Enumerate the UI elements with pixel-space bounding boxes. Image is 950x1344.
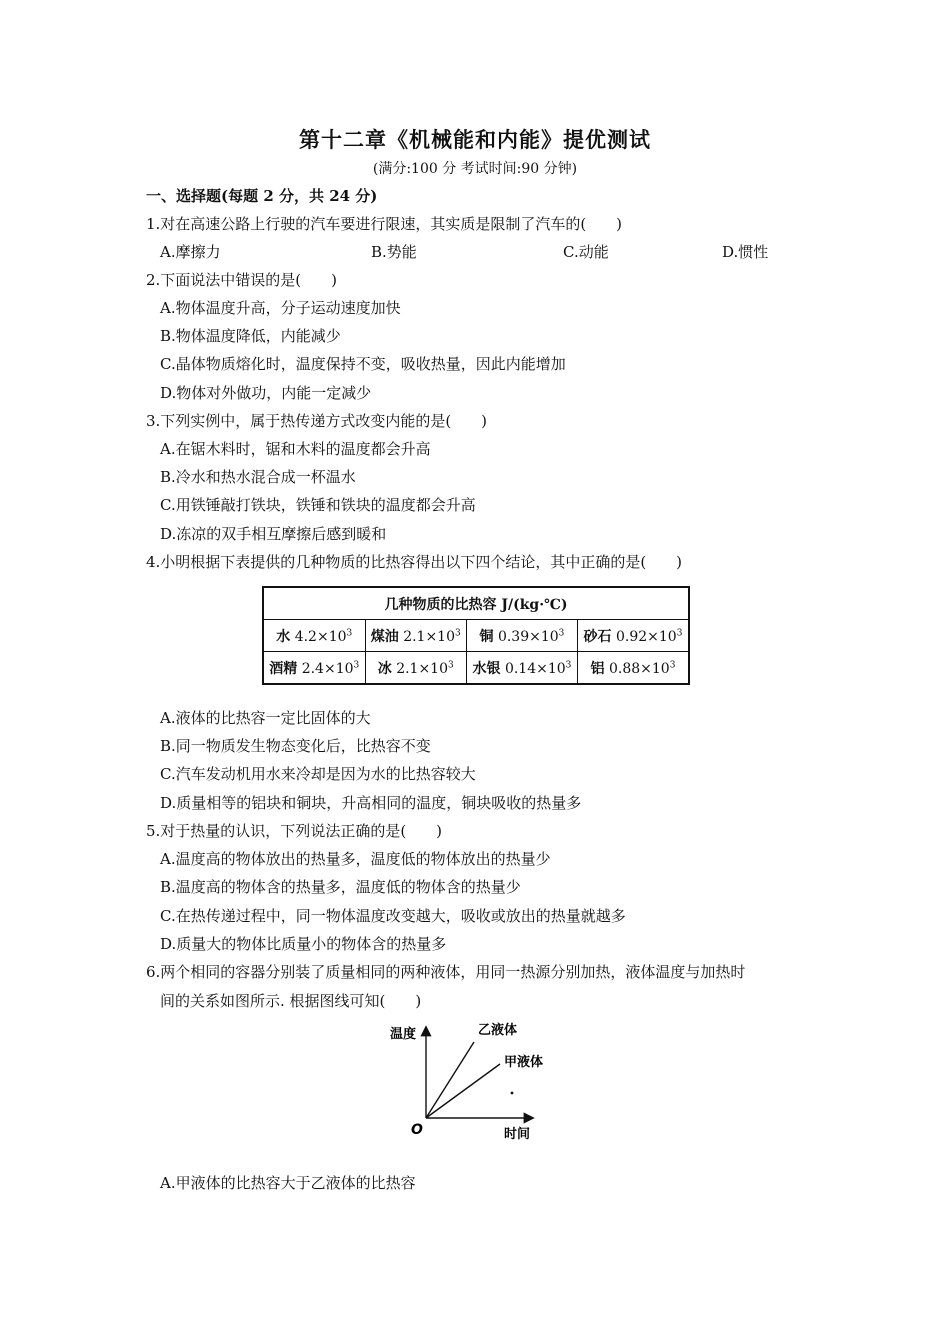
table-cell: 铜 $0.39\times 10^3$ bbox=[466, 620, 577, 652]
question-6-option-a: A.甲液体的比热容大于乙液体的比热容 bbox=[160, 1174, 416, 1192]
y-axis-label: 温度 bbox=[390, 1027, 417, 1042]
line-liquid-jia bbox=[426, 1064, 500, 1118]
question-6-stem-line2: 间的关系如图所示. 根据图线可知( ) bbox=[160, 992, 422, 1010]
question-5-stem: 5.对于热量的认识，下列说法正确的是( ) bbox=[146, 822, 443, 840]
table-cell: 铝 $0.88\times 10^3$ bbox=[577, 652, 689, 685]
question-1-option-c: C.动能 bbox=[563, 243, 609, 261]
question-3-option-d: D.冻凉的双手相互摩擦后感到暖和 bbox=[160, 525, 387, 543]
line-liquid-yi bbox=[426, 1042, 474, 1118]
question-1-option-d: D.惯性 bbox=[722, 243, 769, 261]
table-cell: 煤油 $2.1\times 10^3$ bbox=[365, 620, 466, 652]
question-2-option-d: D.物体对外做功，内能一定减少 bbox=[160, 384, 372, 402]
question-4-option-b: B.同一物质发生物态变化后，比热容不变 bbox=[160, 737, 431, 755]
label-liquid-jia: 甲液体 bbox=[504, 1055, 544, 1070]
question-6-stem-line1: 6.两个相同的容器分别装了质量相同的两种液体，用同一热源分别加热，液体温度与加热时 bbox=[146, 963, 746, 981]
question-3-stem: 3.下列实例中，属于热传递方式改变内能的是( ) bbox=[146, 412, 488, 430]
table-caption: 几种物质的比热容 J/(kg·℃) bbox=[263, 587, 689, 620]
origin-label: O bbox=[411, 1122, 423, 1138]
table-cell: 水银 $0.14\times 10^3$ bbox=[466, 652, 577, 685]
question-2-option-b: B.物体温度降低，内能减少 bbox=[160, 327, 341, 345]
question-2-stem: 2.下面说法中错误的是( ) bbox=[146, 271, 338, 289]
question-3-option-b: B.冷水和热水混合成一杯温水 bbox=[160, 468, 356, 486]
question-4-option-a: A.液体的比热容一定比固体的大 bbox=[160, 709, 371, 727]
section-heading: 一、选择题(每题 2 分，共 24 分) bbox=[146, 187, 378, 205]
question-3-option-a: A.在锯木料时，锯和木料的温度都会升高 bbox=[160, 440, 431, 458]
question-4-option-c: C.汽车发动机用水来冷却是因为水的比热容较大 bbox=[160, 765, 476, 783]
page-title: 第十二章《机械能和内能》提优测试 bbox=[299, 127, 651, 152]
question-1-stem: 1.对在高速公路上行驶的汽车要进行限速，其实质是限制了汽车的( ) bbox=[146, 215, 623, 233]
question-5-option-b: B.温度高的物体含的热量多，温度低的物体含的热量少 bbox=[160, 878, 521, 896]
x-axis-label: 时间 bbox=[504, 1127, 531, 1142]
question-3-option-c: C.用铁锤敲打铁块，铁锤和铁块的温度都会升高 bbox=[160, 496, 476, 514]
question-5-option-c: C.在热传递过程中，同一物体温度改变越大，吸收或放出的热量就越多 bbox=[160, 907, 626, 925]
table-cell: 水 $4.2\times 10^3$ bbox=[263, 620, 365, 652]
question-1-option-a: A.摩擦力 bbox=[160, 243, 221, 261]
table-row bbox=[263, 620, 689, 652]
label-liquid-yi: 乙液体 bbox=[478, 1023, 518, 1038]
table-cell: 酒精 $2.4\times 10^3$ bbox=[263, 652, 365, 685]
question-5-option-d: D.质量大的物体比质量小的物体含的热量多 bbox=[160, 935, 447, 953]
table-cell: 砂石 $0.92\times 10^3$ bbox=[577, 620, 689, 652]
temperature-time-graph bbox=[386, 1014, 546, 1144]
table-row bbox=[263, 652, 689, 685]
specific-heat-table bbox=[262, 586, 690, 685]
question-1-option-b: B.势能 bbox=[371, 243, 417, 261]
question-4-option-d: D.质量相等的铝块和铜块，升高相同的温度，铜块吸收的热量多 bbox=[160, 794, 582, 812]
question-4-stem: 4.小明根据下表提供的几种物质的比热容得出以下四个结论，其中正确的是( ) bbox=[146, 553, 683, 571]
question-2-option-a: A.物体温度升高，分子运动速度加快 bbox=[160, 299, 401, 317]
page-subtitle: (满分:100 分 考试时间:90 分钟) bbox=[372, 161, 578, 177]
table-cell: 冰 $2.1\times 10^3$ bbox=[365, 652, 466, 685]
stray-dot bbox=[511, 1092, 514, 1095]
question-2-option-c: C.晶体物质熔化时，温度保持不变，吸收热量，因此内能增加 bbox=[160, 355, 566, 373]
question-5-option-a: A.温度高的物体放出的热量多，温度低的物体放出的热量少 bbox=[160, 850, 551, 868]
